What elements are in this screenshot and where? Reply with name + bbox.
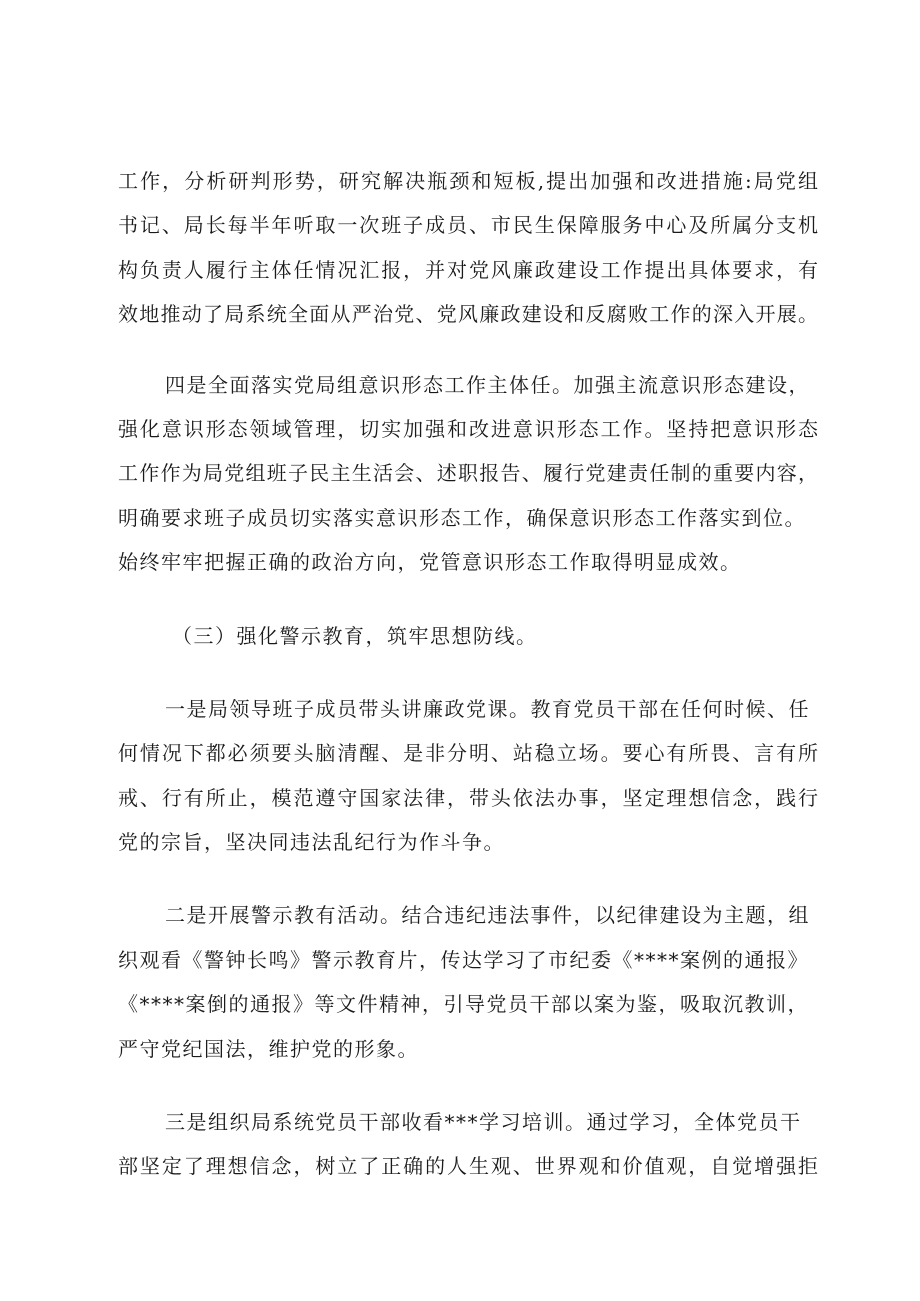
paragraph-training — [118, 1100, 818, 1189]
text-line: 党的宗旨，坚决同违法乱纪行为作斗争。 — [118, 830, 505, 855]
paragraph-work-analysis — [118, 159, 818, 337]
text-line: 明确要求班子成员切实落实意识形态工作，确保意识形态工作落实到位。 — [118, 505, 806, 530]
paragraph-spacer — [118, 585, 818, 614]
text-line: 何情况下都必须要头脑清醒、是非分明、站稳立场。要心有所畏、言有所 — [118, 741, 818, 766]
text-line: 效地推动了局系统全面从严治党、党风廉政建设和反腐败工作的深入开展。 — [118, 302, 818, 327]
paragraph-spacer — [118, 337, 818, 363]
text-line: 织观看《警钟长鸣》警示教育片，传达学习了市纪委《****案例的通报》 — [118, 947, 809, 972]
paragraph-spacer — [118, 1071, 818, 1100]
text-line: 书记、局长每半年听取一次班子成员、市民生保障服务中心及所属分支机 — [118, 213, 818, 238]
section-heading-text: （三）强化警示教育，筑牢思想防线。 — [172, 623, 538, 648]
text-line: 严守党纪国法，维护党的形象。 — [118, 1036, 419, 1061]
text-line: 构负责人履行主体任情况汇报，并对党风廉政建设工作提出具体要求，有 — [118, 257, 818, 282]
section-heading — [118, 614, 818, 658]
text-line: 部坚定了理想信念，树立了正确的人生观、世界观和价值观，自觉增强拒 — [118, 1154, 818, 1179]
paragraph-spacer — [118, 658, 818, 687]
text-line: 《****案倒的通报》等文件精神，引导党员干部以案为鉴，吸取沉教训， — [118, 992, 809, 1017]
text-line: 四是全面落实党局组意识形态工作主体任。加强主流意识形态建设， — [165, 372, 810, 397]
document-body — [118, 159, 818, 1189]
text-line: 工作作为局党组班子民主生活会、述职报告、履行党建责任制的重要内容， — [118, 461, 818, 486]
paragraph-integrity-lecture — [118, 687, 818, 865]
text-line: 一是局领导班子成员带头讲廉政党课。教育党员干部在任何时候、任 — [165, 696, 810, 721]
text-line: 三是组织局系统党员干部收看***学习培训。通过学习，全体党员干 — [165, 1110, 802, 1135]
paragraph-ideology-work — [118, 363, 818, 585]
paragraph-warning-education — [118, 893, 818, 1071]
text-line: 工作，分析研判形势，研究解决瓶颈和短板,提出加强和改进措施:局党组 — [118, 169, 818, 193]
paragraph-spacer — [118, 864, 818, 893]
text-line: 强化意识形态领域管理，切实加强和改进意识形态工作。坚持把意识形态 — [118, 416, 818, 441]
text-line: 二是开展警示教有活动。结合违纪违法事件，以纪律建设为主题，组 — [165, 903, 810, 928]
text-line: 始终牢牢把握正确的政治方向，党管意识形态工作取得明显成效。 — [118, 550, 742, 575]
text-line: 戒、行有所止，模范遵守国家法律，带头依法办事，坚定理想信念，践行 — [118, 785, 818, 810]
